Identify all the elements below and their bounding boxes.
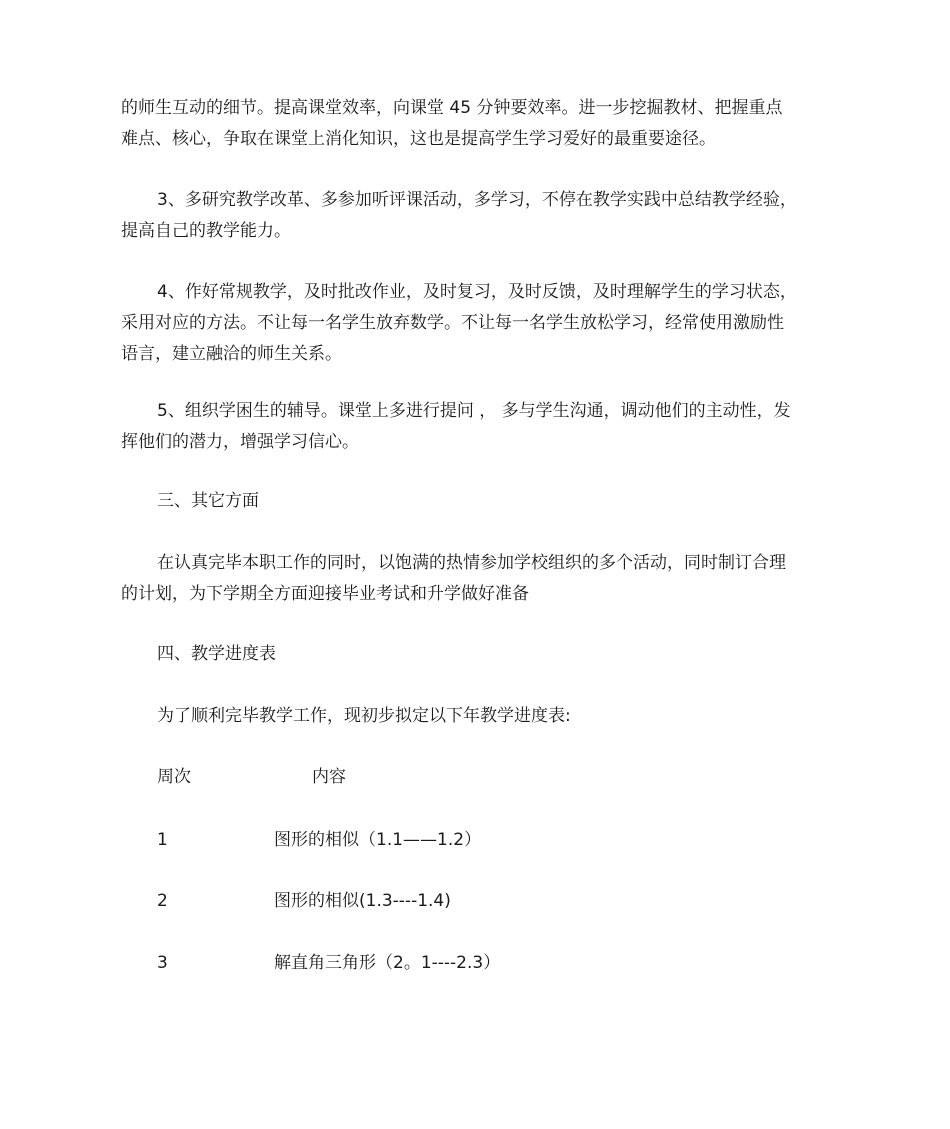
text-line [121, 185, 833, 216]
text-line-content: 3、多研究教学改革、多参加听评课活动，多学习，不停在教学实践中总结教学经验， [157, 190, 797, 210]
text-line [121, 396, 833, 427]
text-line [121, 277, 833, 308]
schedule-content: 图形的相似(1.3----1.4) [274, 891, 451, 911]
paragraph-other-aspects [121, 548, 833, 610]
text-line-content: 在认真完毕本职工作的同时，以饱满的热情参加学校组织的多个活动，同时制订合理 [157, 553, 786, 573]
schedule-row [157, 825, 757, 856]
text-line: 的计划，为下学期全方面迎接毕业考试和升学做好准备 [121, 584, 529, 604]
schedule-header-row [157, 762, 757, 793]
text-line [121, 548, 833, 579]
text-line: 的师生互动的细节。提高课堂效率，向课堂 45 分钟要效率。进一步挖掘教材、把握重点 [121, 98, 783, 118]
schedule-intro: 为了顺利完毕教学工作，现初步拟定以下年教学进度表: [157, 706, 571, 726]
paragraph-item-4 [121, 277, 833, 370]
paragraph-item-5 [121, 396, 833, 458]
paragraph-item-3 [121, 185, 833, 247]
text-line: 采用对应的方法。不让每一名学生放弃数学。不让每一名学生放松学习，经常使用激励性 [121, 313, 784, 333]
text-line: 语言，建立融洽的师生关系。 [121, 344, 342, 364]
schedule-week: 1 [157, 830, 168, 850]
text-line-content: 5、组织学困生的辅导。课堂上多进行提问 ， 多与学生沟通，调动他们的主动性，发 [157, 401, 791, 421]
text-line: 挥他们的潜力，增强学习信心。 [121, 432, 359, 452]
schedule-row [157, 948, 757, 979]
text-line: 提高自己的教学能力。 [121, 221, 291, 241]
section-heading-schedule: 四、教学进度表 [157, 644, 276, 664]
schedule-row [157, 886, 757, 917]
paragraph-classroom-efficiency [121, 93, 833, 155]
header-content: 内容 [312, 767, 346, 787]
schedule-week: 3 [157, 953, 168, 973]
section-heading-other: 三、其它方面 [157, 491, 259, 511]
schedule-content: 解直角三角形（2。1----2.3） [274, 953, 501, 973]
schedule-content: 图形的相似（1.1——1.2） [274, 830, 482, 850]
text-line: 难点、核心，争取在课堂上消化知识，这也是提高学生学习爱好的最重要途径。 [121, 129, 716, 149]
schedule-week: 2 [157, 891, 168, 911]
text-line-content: 4、作好常规教学，及时批改作业，及时复习，及时反馈，及时理解学生的学习状态， [157, 282, 797, 302]
header-week: 周次 [157, 767, 191, 787]
